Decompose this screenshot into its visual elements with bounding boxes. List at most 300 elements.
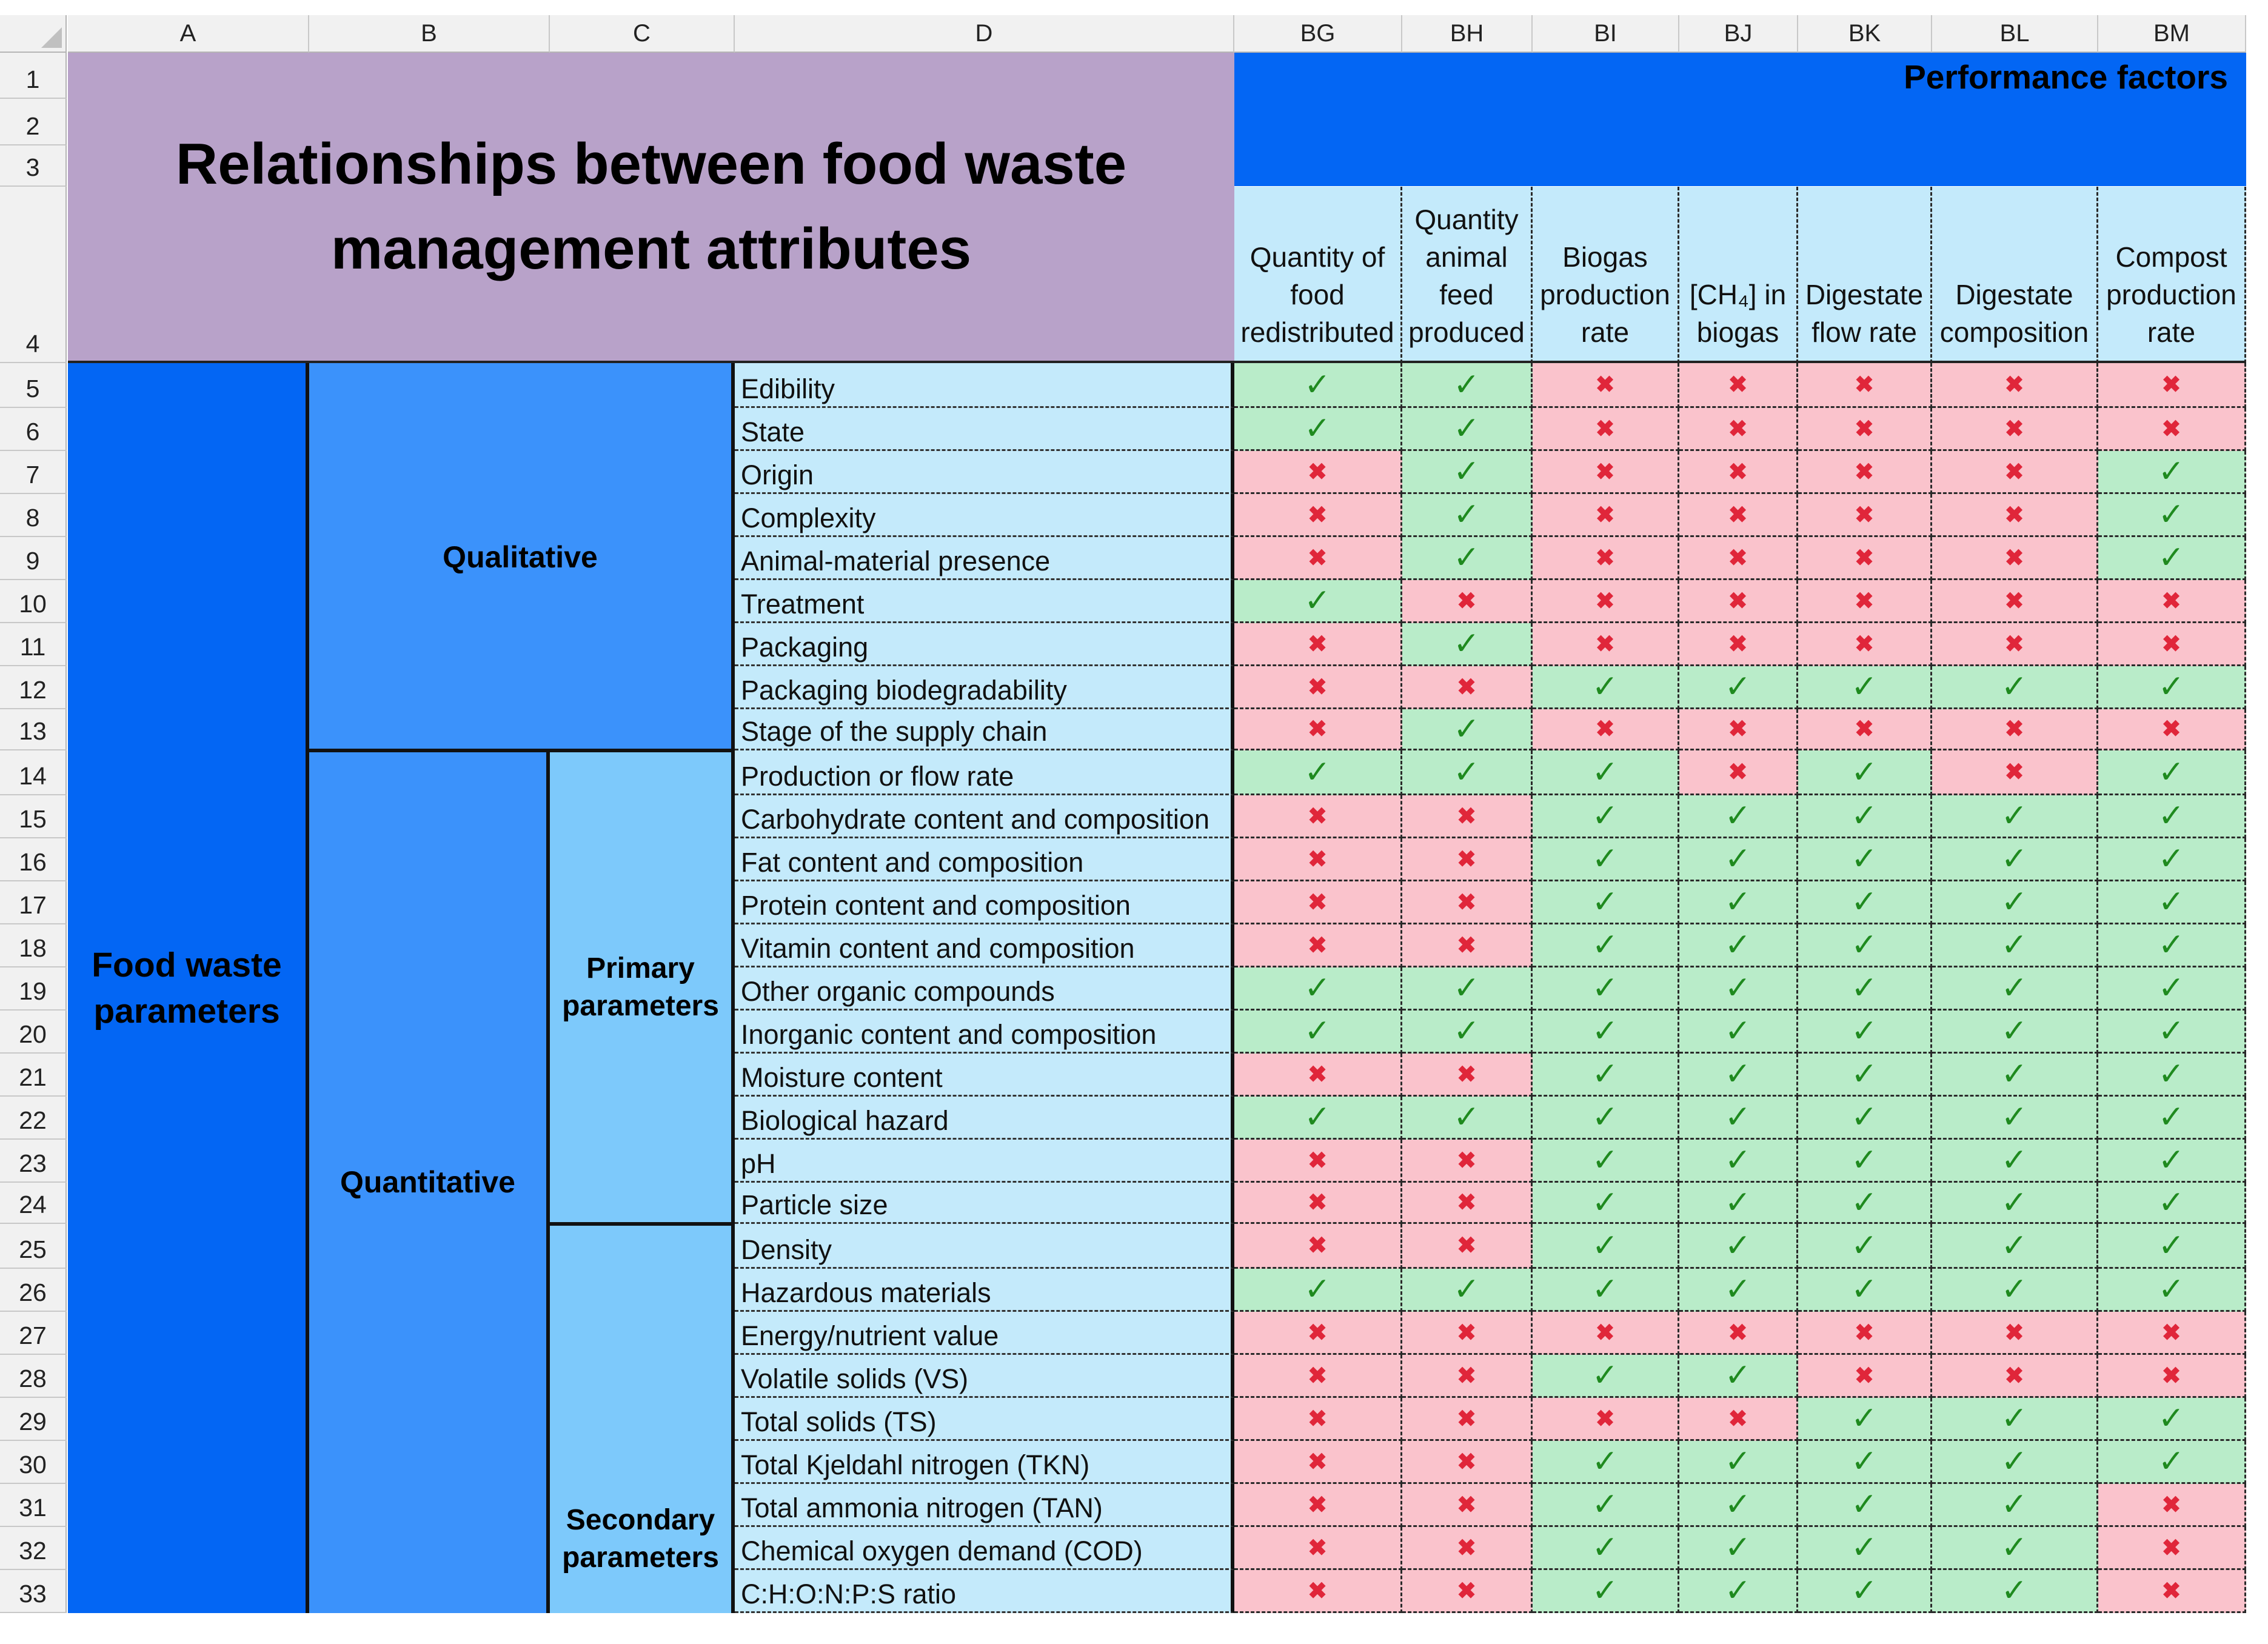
cross-icon[interactable] <box>1932 363 2098 408</box>
check-icon[interactable] <box>2098 537 2246 580</box>
cross-icon[interactable] <box>1533 494 1679 537</box>
check-icon[interactable] <box>1798 1183 1932 1224</box>
cross-icon[interactable] <box>1234 1441 1402 1484</box>
check-icon[interactable] <box>1402 451 1533 494</box>
cross-icon[interactable] <box>1533 623 1679 666</box>
cross-icon[interactable] <box>1402 1398 1533 1441</box>
cross-icon[interactable] <box>1234 537 1402 580</box>
check-icon[interactable] <box>1402 623 1533 666</box>
select-all-corner[interactable] <box>0 15 67 53</box>
check-mark: ✓ <box>2001 971 2028 1006</box>
cross-icon[interactable] <box>1402 1484 1533 1527</box>
title-line-2: management attributes <box>330 216 972 281</box>
row-header-26[interactable] <box>0 1269 67 1312</box>
row-header-19[interactable] <box>0 967 67 1011</box>
check-icon[interactable] <box>1798 1484 1932 1527</box>
check-mark: ✓ <box>2158 1014 2185 1049</box>
parameter-cell[interactable] <box>735 1355 1234 1398</box>
parameter-cell[interactable] <box>735 1312 1234 1355</box>
cross-icon[interactable] <box>1402 881 1533 924</box>
row-header-15[interactable] <box>0 795 67 838</box>
check-icon[interactable] <box>1798 1398 1932 1441</box>
parameter-cell[interactable] <box>735 1183 1234 1224</box>
cross-icon[interactable] <box>1533 709 1679 750</box>
cross-icon[interactable] <box>1533 1312 1679 1355</box>
cross-icon[interactable] <box>1234 1484 1402 1527</box>
cross-icon[interactable] <box>1533 537 1679 580</box>
cross-icon[interactable] <box>2098 408 2246 451</box>
cross-mark: ✖ <box>1728 416 1748 442</box>
cross-icon[interactable] <box>1798 1355 1932 1398</box>
check-icon[interactable] <box>1932 795 2098 838</box>
check-icon[interactable] <box>1932 666 2098 709</box>
check-icon[interactable] <box>1798 1269 1932 1312</box>
check-mark: ✓ <box>1591 1487 1619 1522</box>
check-mark: ✓ <box>2158 669 2185 704</box>
cross-icon[interactable] <box>1234 1054 1402 1097</box>
cross-icon[interactable] <box>1234 451 1402 494</box>
cross-icon[interactable] <box>2098 1570 2246 1613</box>
column-header-bl[interactable] <box>1932 15 2098 53</box>
parameter-cell[interactable] <box>735 1224 1234 1269</box>
check-icon[interactable] <box>1402 1097 1533 1140</box>
row-header-label: 16 <box>19 848 47 876</box>
parameter-cell[interactable] <box>735 1140 1234 1183</box>
cross-icon[interactable] <box>1798 408 1932 451</box>
check-icon[interactable] <box>1798 838 1932 881</box>
cross-icon[interactable] <box>2098 709 2246 750</box>
check-icon[interactable] <box>1932 967 2098 1011</box>
column-header-bi[interactable] <box>1533 15 1679 53</box>
check-icon[interactable] <box>1798 1011 1932 1054</box>
parameter-cell[interactable] <box>735 750 1234 795</box>
check-icon[interactable] <box>1932 1183 2098 1224</box>
cross-icon[interactable] <box>1798 580 1932 623</box>
parameter-cell[interactable] <box>735 580 1234 623</box>
cross-icon[interactable] <box>1679 750 1798 795</box>
parameter-cell[interactable] <box>735 666 1234 709</box>
row-header-2[interactable] <box>0 99 67 145</box>
check-icon[interactable] <box>1402 750 1533 795</box>
row-header-27[interactable] <box>0 1312 67 1355</box>
check-icon[interactable] <box>2098 967 2246 1011</box>
check-icon[interactable] <box>2098 1011 2246 1054</box>
row-header-3[interactable] <box>0 145 67 187</box>
check-icon[interactable] <box>1234 750 1402 795</box>
column-header-a[interactable] <box>68 15 309 53</box>
check-icon[interactable] <box>1932 1269 2098 1312</box>
check-icon[interactable] <box>2098 1097 2246 1140</box>
check-icon[interactable] <box>1679 1269 1798 1312</box>
cross-icon[interactable] <box>2098 1527 2246 1570</box>
cross-icon[interactable] <box>1402 1183 1533 1224</box>
check-icon[interactable] <box>1932 1140 2098 1183</box>
cross-icon[interactable] <box>1402 1054 1533 1097</box>
cross-icon[interactable] <box>1402 1527 1533 1570</box>
check-icon[interactable] <box>1234 967 1402 1011</box>
row-header-7[interactable] <box>0 451 67 494</box>
cross-icon[interactable] <box>1234 881 1402 924</box>
check-icon[interactable] <box>1798 1224 1932 1269</box>
check-icon[interactable] <box>1533 1140 1679 1183</box>
check-icon[interactable] <box>1679 1527 1798 1570</box>
check-icon[interactable] <box>1679 1140 1798 1183</box>
cross-icon[interactable] <box>1932 537 2098 580</box>
cross-icon[interactable] <box>1679 537 1798 580</box>
check-icon[interactable] <box>1932 881 2098 924</box>
cross-icon[interactable] <box>1679 623 1798 666</box>
cross-icon[interactable] <box>1679 1398 1798 1441</box>
check-icon[interactable] <box>1932 1054 2098 1097</box>
cross-icon[interactable] <box>1402 1441 1533 1484</box>
parameter-cell[interactable] <box>735 1269 1234 1312</box>
cross-icon[interactable] <box>2098 1484 2246 1527</box>
check-icon[interactable] <box>2098 1140 2246 1183</box>
cross-icon[interactable] <box>1234 1183 1402 1224</box>
check-icon[interactable] <box>1402 537 1533 580</box>
cross-icon[interactable] <box>1798 1312 1932 1355</box>
check-icon[interactable] <box>1234 1269 1402 1312</box>
cross-icon[interactable] <box>1679 451 1798 494</box>
check-icon[interactable] <box>1533 967 1679 1011</box>
cross-icon[interactable] <box>1932 709 2098 750</box>
cross-icon[interactable] <box>1402 1355 1533 1398</box>
cross-icon[interactable] <box>1798 451 1932 494</box>
cross-icon[interactable] <box>1234 709 1402 750</box>
parameter-cell[interactable] <box>735 623 1234 666</box>
check-icon[interactable] <box>1234 408 1402 451</box>
check-icon[interactable] <box>2098 1224 2246 1269</box>
check-icon[interactable] <box>1533 1441 1679 1484</box>
cross-icon[interactable] <box>1533 363 1679 408</box>
check-icon[interactable] <box>2098 1398 2246 1441</box>
check-icon[interactable] <box>1679 1570 1798 1613</box>
check-icon[interactable] <box>1798 1054 1932 1097</box>
check-icon[interactable] <box>1402 709 1533 750</box>
row-header-13[interactable] <box>0 709 67 750</box>
check-icon[interactable] <box>1798 1527 1932 1570</box>
check-icon[interactable] <box>1932 1011 2098 1054</box>
cross-icon[interactable] <box>1679 580 1798 623</box>
cross-icon[interactable] <box>1234 1224 1402 1269</box>
row-header-16[interactable] <box>0 838 67 881</box>
cross-icon[interactable] <box>1234 1527 1402 1570</box>
row-header-9[interactable] <box>0 537 67 580</box>
check-icon[interactable] <box>2098 494 2246 537</box>
cross-icon[interactable] <box>1402 1312 1533 1355</box>
check-icon[interactable] <box>2098 1054 2246 1097</box>
cross-icon[interactable] <box>1932 580 2098 623</box>
row-header-1[interactable] <box>0 53 67 99</box>
check-icon[interactable] <box>1533 1355 1679 1398</box>
cross-icon[interactable] <box>1798 363 1932 408</box>
check-icon[interactable] <box>1533 924 1679 967</box>
column-header-c[interactable] <box>550 15 735 53</box>
check-icon[interactable] <box>1533 838 1679 881</box>
cross-icon[interactable] <box>1402 795 1533 838</box>
parameter-cell[interactable] <box>735 709 1234 750</box>
group-label-line: Primary <box>586 952 695 984</box>
parameter-cell[interactable] <box>735 1097 1234 1140</box>
row-header-14[interactable] <box>0 750 67 795</box>
row-header-21[interactable] <box>0 1054 67 1097</box>
parameter-cell[interactable] <box>735 363 1234 408</box>
cross-icon[interactable] <box>2098 580 2246 623</box>
cross-icon[interactable] <box>1533 408 1679 451</box>
check-icon[interactable] <box>1402 1011 1533 1054</box>
check-icon[interactable] <box>1932 1527 2098 1570</box>
check-icon[interactable] <box>1679 967 1798 1011</box>
parameter-cell[interactable] <box>735 1484 1234 1527</box>
parameter-cell[interactable] <box>735 838 1234 881</box>
cross-icon[interactable] <box>1234 1570 1402 1613</box>
check-icon[interactable] <box>1402 363 1533 408</box>
cross-icon[interactable] <box>1234 1312 1402 1355</box>
column-header-bj[interactable] <box>1679 15 1798 53</box>
parameter-label: Energy/nutrient value <box>741 1320 999 1351</box>
check-icon[interactable] <box>2098 924 2246 967</box>
cross-icon[interactable] <box>2098 1312 2246 1355</box>
check-icon[interactable] <box>1798 750 1932 795</box>
cross-icon[interactable] <box>1932 494 2098 537</box>
row-header-23[interactable] <box>0 1140 67 1183</box>
cross-icon[interactable] <box>1234 1398 1402 1441</box>
row-header-22[interactable] <box>0 1097 67 1140</box>
cross-mark: ✖ <box>1855 502 1874 528</box>
check-icon[interactable] <box>1679 1011 1798 1054</box>
check-icon[interactable] <box>1932 1398 2098 1441</box>
check-icon[interactable] <box>1932 1441 2098 1484</box>
parameter-cell[interactable] <box>735 881 1234 924</box>
check-icon[interactable] <box>1932 1570 2098 1613</box>
check-icon[interactable] <box>2098 838 2246 881</box>
cross-icon[interactable] <box>1402 666 1533 709</box>
row-header-4[interactable] <box>0 187 67 363</box>
cross-mark: ✖ <box>2004 1363 2024 1389</box>
cross-icon[interactable] <box>1402 1224 1533 1269</box>
check-icon[interactable] <box>1932 1224 2098 1269</box>
check-icon[interactable] <box>2098 666 2246 709</box>
cross-icon[interactable] <box>1932 1312 2098 1355</box>
row-header-32[interactable] <box>0 1527 67 1570</box>
cross-icon[interactable] <box>2098 363 2246 408</box>
cross-icon[interactable] <box>1932 408 2098 451</box>
check-icon[interactable] <box>1798 795 1932 838</box>
check-icon[interactable] <box>1402 494 1533 537</box>
check-icon[interactable] <box>1679 881 1798 924</box>
row-header-10[interactable] <box>0 580 67 623</box>
row-header-25[interactable] <box>0 1224 67 1269</box>
check-icon[interactable] <box>1679 1441 1798 1484</box>
row-header-24[interactable] <box>0 1183 67 1224</box>
check-icon[interactable] <box>1798 967 1932 1011</box>
parameter-cell[interactable] <box>735 1527 1234 1570</box>
cross-icon[interactable] <box>1533 451 1679 494</box>
cross-mark: ✖ <box>1855 459 1874 485</box>
check-icon[interactable] <box>1234 363 1402 408</box>
check-mark: ✓ <box>1851 754 1878 790</box>
cross-icon[interactable] <box>2098 623 2246 666</box>
cross-icon[interactable] <box>1234 795 1402 838</box>
cross-icon[interactable] <box>1798 709 1932 750</box>
check-icon[interactable] <box>1533 1570 1679 1613</box>
check-icon[interactable] <box>1798 924 1932 967</box>
cross-icon[interactable] <box>1798 494 1932 537</box>
column-header-bm[interactable] <box>2098 15 2246 53</box>
check-icon[interactable] <box>1679 795 1798 838</box>
row-header-30[interactable] <box>0 1441 67 1484</box>
cross-icon[interactable] <box>1234 666 1402 709</box>
check-icon[interactable] <box>1533 750 1679 795</box>
check-mark: ✓ <box>1453 971 1480 1006</box>
parameter-cell[interactable] <box>735 1570 1234 1613</box>
check-icon[interactable] <box>1798 666 1932 709</box>
check-mark: ✓ <box>1453 711 1480 747</box>
check-icon[interactable] <box>1679 1097 1798 1140</box>
parameter-cell[interactable] <box>735 451 1234 494</box>
cross-icon[interactable] <box>1402 838 1533 881</box>
cross-icon[interactable] <box>1234 494 1402 537</box>
check-icon[interactable] <box>1533 1269 1679 1312</box>
check-icon[interactable] <box>2098 1441 2246 1484</box>
check-icon[interactable] <box>1679 1183 1798 1224</box>
check-icon[interactable] <box>1402 1269 1533 1312</box>
check-icon[interactable] <box>1679 838 1798 881</box>
row-header-29[interactable] <box>0 1398 67 1441</box>
cross-mark: ✖ <box>1308 1233 1327 1258</box>
check-icon[interactable] <box>2098 451 2246 494</box>
row-header-17[interactable] <box>0 881 67 924</box>
check-icon[interactable] <box>1533 1224 1679 1269</box>
check-icon[interactable] <box>1679 1224 1798 1269</box>
cross-icon[interactable] <box>1402 580 1533 623</box>
check-icon[interactable] <box>1679 1484 1798 1527</box>
row-header-11[interactable] <box>0 623 67 666</box>
check-icon[interactable] <box>1533 1183 1679 1224</box>
parameter-cell[interactable] <box>735 494 1234 537</box>
column-header-b[interactable] <box>309 15 550 53</box>
check-icon[interactable] <box>1234 1011 1402 1054</box>
row-header-8[interactable] <box>0 494 67 537</box>
row-header-20[interactable] <box>0 1011 67 1054</box>
group-quantitative <box>309 750 550 1613</box>
check-mark: ✓ <box>1591 884 1619 920</box>
cross-icon[interactable] <box>1679 709 1798 750</box>
cross-icon[interactable] <box>1533 1398 1679 1441</box>
parameter-cell[interactable] <box>735 1054 1234 1097</box>
row-header-12[interactable] <box>0 666 67 709</box>
row-header-label: 29 <box>19 1408 47 1435</box>
row-header-33[interactable] <box>0 1570 67 1613</box>
check-icon[interactable] <box>1679 1355 1798 1398</box>
check-icon[interactable] <box>1798 1097 1932 1140</box>
cross-mark: ✖ <box>1595 545 1615 571</box>
cross-icon[interactable] <box>1932 451 2098 494</box>
check-icon[interactable] <box>2098 750 2246 795</box>
parameter-cell[interactable] <box>735 924 1234 967</box>
check-icon[interactable] <box>1679 1054 1798 1097</box>
check-icon[interactable] <box>1533 881 1679 924</box>
cross-icon[interactable] <box>1533 580 1679 623</box>
row-header-18[interactable] <box>0 924 67 967</box>
cross-icon[interactable] <box>1798 623 1932 666</box>
check-icon[interactable] <box>1533 1054 1679 1097</box>
check-icon[interactable] <box>1533 666 1679 709</box>
cross-icon[interactable] <box>1932 623 2098 666</box>
check-icon[interactable] <box>2098 1183 2246 1224</box>
row-header-5[interactable] <box>0 363 67 408</box>
check-icon[interactable] <box>1798 1570 1932 1613</box>
parameter-cell[interactable] <box>735 1011 1234 1054</box>
column-header-bk[interactable] <box>1798 15 1932 53</box>
check-icon[interactable] <box>2098 1269 2246 1312</box>
check-icon[interactable] <box>1932 838 2098 881</box>
cross-icon[interactable] <box>1679 494 1798 537</box>
parameter-cell[interactable] <box>735 795 1234 838</box>
check-icon[interactable] <box>1533 1097 1679 1140</box>
check-icon[interactable] <box>1679 666 1798 709</box>
parameter-cell[interactable] <box>735 967 1234 1011</box>
check-icon[interactable] <box>1234 1097 1402 1140</box>
cross-icon[interactable] <box>1798 537 1932 580</box>
parameter-cell[interactable] <box>735 408 1234 451</box>
check-icon[interactable] <box>1798 1140 1932 1183</box>
cross-icon[interactable] <box>1679 408 1798 451</box>
check-icon[interactable] <box>1932 924 2098 967</box>
cross-icon[interactable] <box>1234 924 1402 967</box>
check-icon[interactable] <box>1234 580 1402 623</box>
check-mark: ✓ <box>2158 971 2185 1006</box>
check-icon[interactable] <box>1402 408 1533 451</box>
cross-icon[interactable] <box>1932 750 2098 795</box>
parameter-cell[interactable] <box>735 1398 1234 1441</box>
check-icon[interactable] <box>1533 1527 1679 1570</box>
check-icon[interactable] <box>1533 1011 1679 1054</box>
parameter-cell[interactable] <box>735 537 1234 580</box>
row-header-31[interactable] <box>0 1484 67 1527</box>
check-icon[interactable] <box>2098 881 2246 924</box>
cross-icon[interactable] <box>1234 1355 1402 1398</box>
cross-icon[interactable] <box>2098 1355 2246 1398</box>
check-icon[interactable] <box>2098 795 2246 838</box>
check-icon[interactable] <box>1679 924 1798 967</box>
column-header-bg[interactable] <box>1234 15 1402 53</box>
cross-icon[interactable] <box>1234 838 1402 881</box>
check-icon[interactable] <box>1932 1097 2098 1140</box>
check-icon[interactable] <box>1798 1441 1932 1484</box>
column-header-bh[interactable] <box>1402 15 1533 53</box>
row-header-28[interactable] <box>0 1355 67 1398</box>
check-icon[interactable] <box>1798 881 1932 924</box>
cross-icon[interactable] <box>1402 1570 1533 1613</box>
cross-icon[interactable] <box>1402 1140 1533 1183</box>
cross-icon[interactable] <box>1234 623 1402 666</box>
cross-icon[interactable] <box>1679 1312 1798 1355</box>
column-header-d[interactable] <box>735 15 1234 53</box>
check-icon[interactable] <box>1533 795 1679 838</box>
cross-mark: ✖ <box>1728 372 1748 398</box>
check-icon[interactable] <box>1402 967 1533 1011</box>
check-icon[interactable] <box>1533 1484 1679 1527</box>
row-header-6[interactable] <box>0 408 67 451</box>
cross-icon[interactable] <box>1402 924 1533 967</box>
check-icon[interactable] <box>1932 1484 2098 1527</box>
cross-icon[interactable] <box>1234 1140 1402 1183</box>
cross-mark: ✖ <box>1728 1406 1748 1432</box>
parameter-cell[interactable] <box>735 1441 1234 1484</box>
cross-icon[interactable] <box>1932 1355 2098 1398</box>
cross-icon[interactable] <box>1679 363 1798 408</box>
